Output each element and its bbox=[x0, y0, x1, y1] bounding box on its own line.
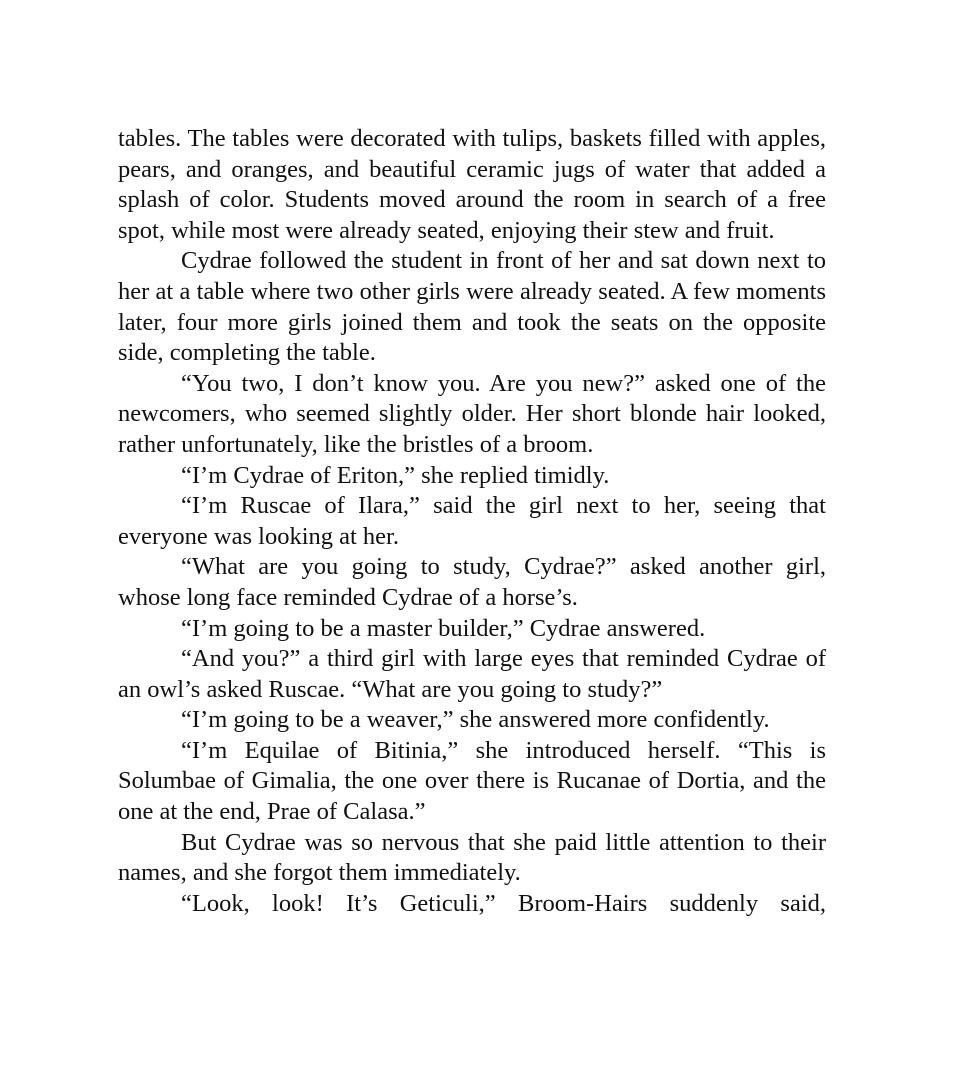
paragraph: “I’m going to be a master builder,” Cydrae answered. bbox=[181, 614, 706, 642]
paragraph: “What are you going to study, Cydrae?” asked another girl, whose long face reminded Cydrae of a horse’s. bbox=[118, 553, 826, 611]
paragraph: Cydrae followed the student in front of her and sat down next to her at a table where two other girls were already seated. A few moments later, four more girls joined them and took the seats on the opposite side, completing the table. bbox=[118, 247, 826, 367]
paragraph: “Look, look! It’s Geticuli,” Broom-Hairs suddenly said, bbox=[181, 889, 826, 917]
paragraph: “I’m Ruscae of Ilara,” said the girl next to her, seeing that everyone was looking at her. bbox=[118, 492, 826, 550]
paragraph: “I’m Equilae of Bitinia,” she introduced herself. “This is Solumbae of Gimalia, the one over there is Rucanae of Dortia, and the one at the end, Prae of Calasa.” bbox=[118, 736, 826, 826]
paragraph: tables. The tables were decorated with tulips, baskets filled with apples, pears, and oranges, and beautiful ceramic jugs of water that added a splash of color. Students moved around the room in search of a free spot, while most were already seated, enjoying their stew and fruit. bbox=[118, 125, 826, 244]
book-page-text bbox=[118, 124, 826, 919]
paragraph: “And you?” a third girl with large eyes that reminded Cydrae of an owl’s asked Ruscae. “What are you going to study?” bbox=[118, 645, 826, 703]
paragraph: But Cydrae was so nervous that she paid little attention to their names, and she forgot them immediately. bbox=[118, 828, 826, 887]
paragraph: “You two, I don’t know you. Are you new?” asked one of the newcomers, who seemed slightly older. Her short blonde hair looked, rather unfortunately, like the bristles of a broom. bbox=[118, 369, 826, 458]
paragraph: “I’m Cydrae of Eriton,” she replied timidly. bbox=[181, 461, 610, 489]
paragraph: “I’m going to be a weaver,” she answered more confidently. bbox=[181, 706, 770, 734]
